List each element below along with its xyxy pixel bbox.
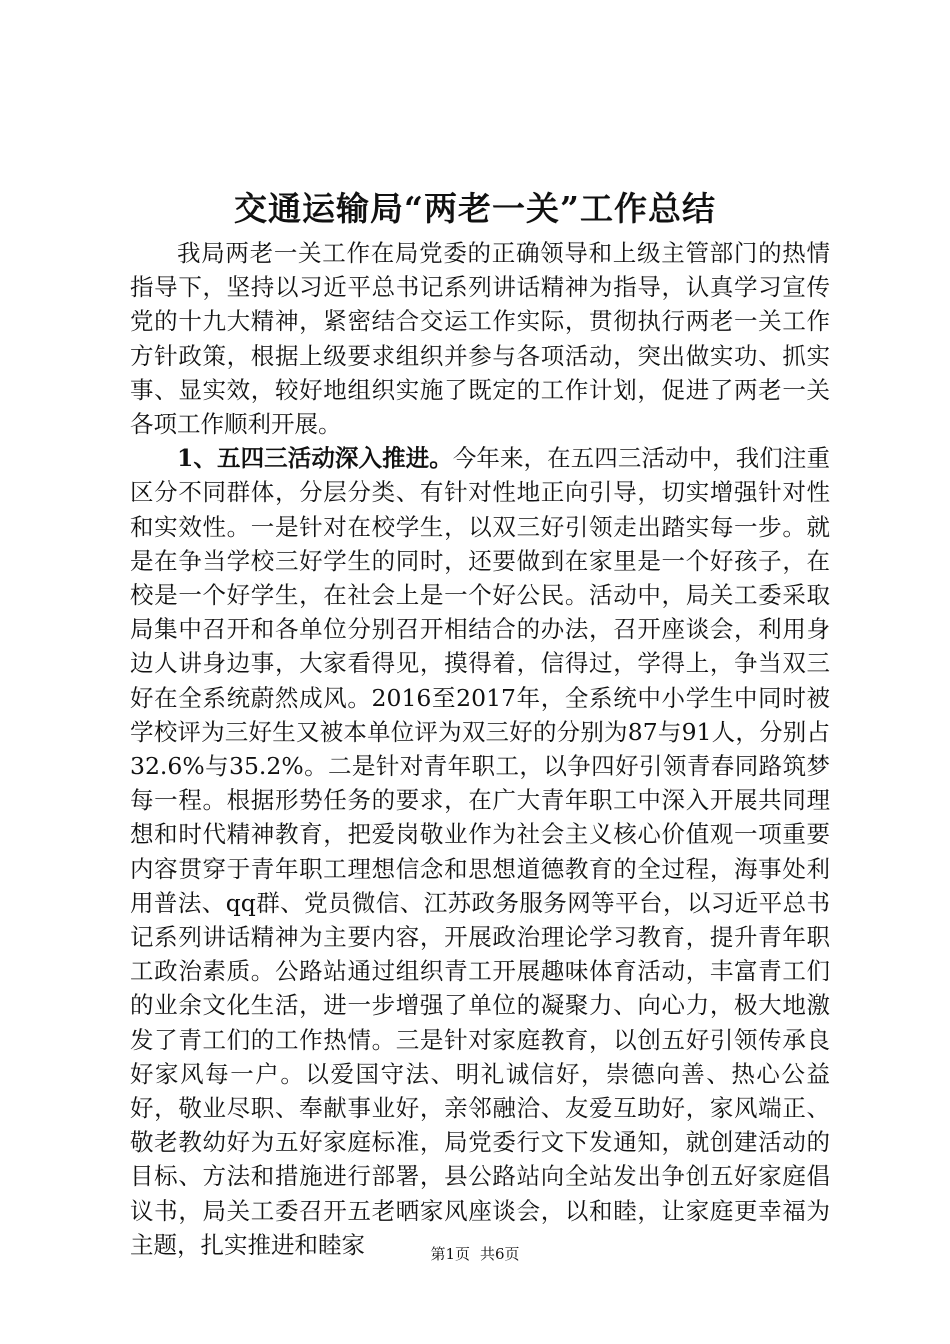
paragraph-section-1 [130, 441, 830, 1262]
document-title: 交通运输局“两老一关”工作总结 [234, 189, 716, 228]
page-total: 共6页 [480, 1245, 520, 1263]
document-body [130, 236, 830, 1262]
paragraph-section-1-text: 今年来，在五四三活动中，我们注重区分不同群体，分层分类、有针对性地正向引导，切实增强针对性和实效性。一是针对在校学生，以双三好引领走出踏实每一步。就是在争当学校三好学生的同时，还要做到在家里是一个好孩子，在校是一个好学生，在社会上是一个好公民。活动中，局关工委采取局集中召开和各单位分别召开相结合的办法，召开座谈会，利用身边人讲身边事，大家看得见，摸得着，信得过，学得上，争当双三好在全系统蔚然成风。2016至2017年，全系统中小学生中同时被学校评为三好生又被本单位评为双三好的分别为87与91人，分别占32.6%与35.2%。二是针对青年职工，以争四好引领青春同路筑梦每一程。根据形势任务的要求，在广大青年职工中深入开展共同理想和时代精神教育，把爱岗敬业作为社会主义核心价值观一项重要内容贯穿于青年职工理想信念和思想道德教育的全过程，海事处利用普法、qq群、党员微信、江苏政务服务网等平台，以习近平总书记系列讲话精神为主要内容，开展政治理论学习教育，提升青年职工政治素质。公路站通过组织青工开展趣味体育活动，丰富青工们的业余文化生活，进一步增强了单位的凝聚力、向心力，极大地激发了青工们的工作热情。三是针对家庭教育，以创五好引领传承良好家风每一户。以爱国守法、明礼诚信好，崇德向善、热心公益好，敬业尽职、奉献事业好，亲邻融洽、友爱互助好，家风端正、敬老教幼好为五好家庭标准，局党委行文下发通知，就创建活动的目标、方法和措施进行部署，县公路站向全站发出争创五好家庭倡议书，局关工委召开五老晒家风座谈会，以和睦，让家庭更幸福为主题，扎实推进和睦家 [130, 444, 831, 1259]
paragraph-intro [130, 236, 830, 441]
page-number: 第1页 [430, 1245, 470, 1263]
paragraph-intro-text: 我局两老一关工作在局党委的正确领导和上级主管部门的热情指导下，坚持以习近平总书记系列讲话精神为指导，认真学习宣传党的十九大精神，紧密结合交运工作实际，贯彻执行两老一关工作方针政策，根据上级要求组织并参与各项活动，突出做实功、抓实事、显实效，较好地组织实施了既定的工作计划，促进了两老一关各项工作顺利开展。 [130, 239, 830, 439]
page-footer [0, 1244, 950, 1264]
section-1-heading: 1、五四三活动深入推进。 [177, 444, 453, 473]
